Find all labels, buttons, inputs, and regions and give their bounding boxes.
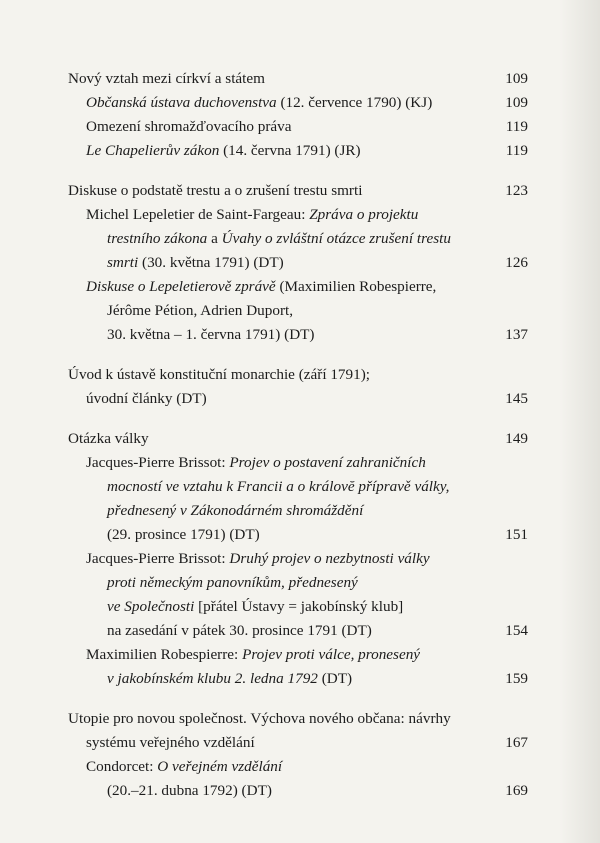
page-number: 159: [505, 670, 528, 687]
toc-entry: Občanská ústava duchovenstva (12. července 1790) (KJ): [86, 94, 433, 111]
page-number: 123: [505, 182, 528, 199]
toc-entry-line: (29. prosince 1791) (DT): [107, 526, 260, 543]
page-number: 119: [505, 118, 528, 135]
toc-heading-line: systému veřejného vzdělání: [86, 734, 255, 751]
toc-heading-line: úvodní články (DT): [86, 390, 207, 407]
toc-entry-line: Maximilien Robespierre: Projev proti válce, pronesený: [86, 646, 421, 663]
toc-heading: Nový vztah mezi církví a státem: [68, 70, 265, 87]
page-number: 151: [505, 526, 528, 543]
page-number: 149: [505, 430, 528, 447]
page-number: 154: [505, 622, 528, 639]
page-number: 109: [505, 94, 528, 111]
toc-entry-line: mocností ve vztahu k Francii a o královĕ přípravě války,: [107, 478, 450, 495]
toc-entry-line: Condorcet: O veřejném vzdělání: [86, 758, 283, 775]
page-number: 126: [505, 254, 528, 271]
toc-entry-line: 30. května – 1. června 1791) (DT): [107, 326, 315, 343]
toc-heading-line: Utopie pro novou společnost. Výchova nového občana: návrhy: [68, 710, 451, 727]
page-number: 137: [505, 326, 528, 343]
toc-entry-line: (20.–21. dubna 1792) (DT): [107, 782, 272, 799]
page-number: 145: [505, 390, 528, 407]
page-number: 109: [505, 70, 528, 87]
toc-entry-line: Michel Lepeletier de Saint-Fargeau: Zpráva o projektu: [86, 206, 419, 223]
page-number: 167: [505, 734, 528, 751]
toc-entry: Le Chapelierův zákon (14. června 1791) (JR): [86, 142, 361, 159]
toc-entry-line: na zasedání v pátek 30. prosince 1791 (DT): [107, 622, 372, 639]
page-number: 169: [505, 782, 528, 799]
toc-heading: Otázka války: [68, 430, 149, 447]
toc-entry-line: Jacques-Pierre Brissot: Druhý projev o nezbytnosti války: [86, 550, 430, 567]
toc-entry-line: smrti (30. května 1791) (DT): [107, 254, 284, 271]
toc-entry: Omezení shromažďovacího práva: [86, 118, 292, 135]
toc-heading: Diskuse o podstatě trestu a o zrušení trestu smrti: [68, 182, 363, 199]
page-gutter-shadow: [560, 0, 600, 843]
toc-entry-line: Jacques-Pierre Brissot: Projev o postavení zahraničních: [86, 454, 426, 471]
toc-entry-line: Diskuse o Lepeletierově zprávě (Maximilien Robespierre,: [86, 278, 437, 295]
toc-entry-line: ve Společnosti [přátel Ústavy = jakobínský klub]: [107, 598, 404, 615]
toc-entry-line: trestního zákona a Úvahy o zvláštní otázce zrušení trestu: [107, 230, 451, 247]
toc-entry-line: v jakobínském klubu 2. ledna 1792 (DT): [107, 670, 353, 687]
page-number: 119: [505, 142, 528, 159]
toc-entry-line: přednesený v Zákonodárném shromáždění: [107, 502, 364, 519]
toc-entry-line: Jérôme Pétion, Adrien Duport,: [107, 302, 294, 319]
toc-entry-line: proti německým panovníkům, přednesený: [107, 574, 358, 591]
toc-heading-line: Úvod k ústavě konstituční monarchie (září 1791);: [68, 366, 370, 383]
